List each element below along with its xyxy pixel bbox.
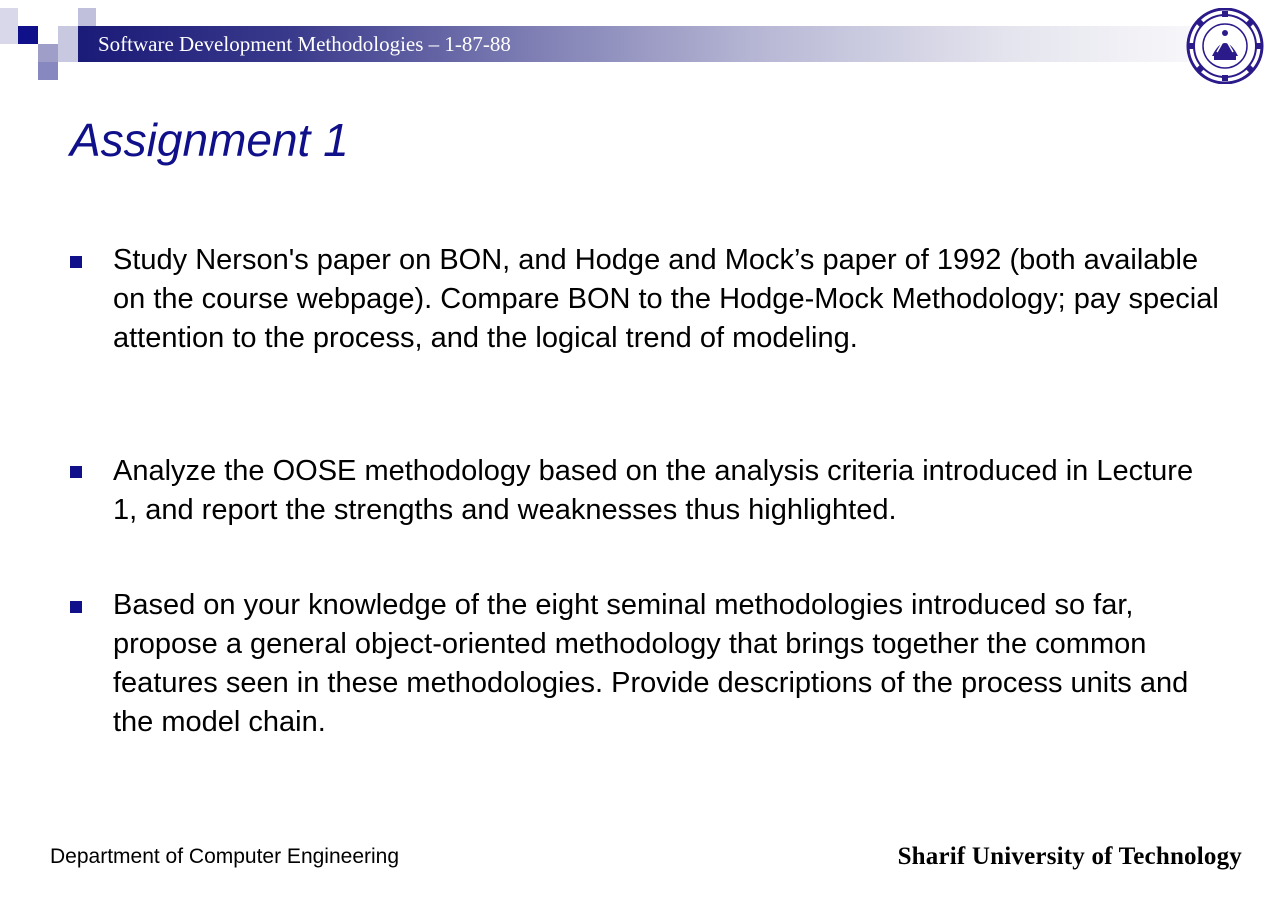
bullet-text: Based on your knowledge of the eight seminal methodologies introduced so far, propose a general object-oriented methodology that brings together the common features seen in these methodologies. Provide descriptions of the process units and the model chain. <box>113 589 1189 738</box>
bullet-text: Study Nerson's paper on BON, and Hodge and Mock’s paper of 1992 (both available on the course webpage). Compare BON to the Hodge-Mock Methodology; pay special attention to the process, and the logical trend of modeling. <box>113 244 1219 354</box>
footer-university: Sharif University of Technology <box>897 843 1242 870</box>
decor-square <box>38 62 58 80</box>
bullet-square-icon <box>70 601 82 613</box>
decor-square <box>38 44 58 62</box>
seal-icon <box>1184 8 1266 84</box>
bullet-square-icon <box>70 466 82 478</box>
footer-department: Department of Computer Engineering <box>50 845 400 868</box>
decor-square <box>0 8 18 44</box>
bullet-square-icon <box>70 256 82 268</box>
header-title: Software Development Methodologies – 1-87-88 <box>98 32 511 56</box>
slide-title: Assignment 1 <box>70 114 349 166</box>
decor-square <box>18 26 38 44</box>
decor-square <box>58 26 78 62</box>
decor-square <box>78 8 96 26</box>
bullet-text: Analyze the OOSE methodology based on the analysis criteria introduced in Lecture 1, and report the strengths and weaknesses thus highlighted. <box>113 455 1194 526</box>
university-logo <box>1184 8 1266 84</box>
